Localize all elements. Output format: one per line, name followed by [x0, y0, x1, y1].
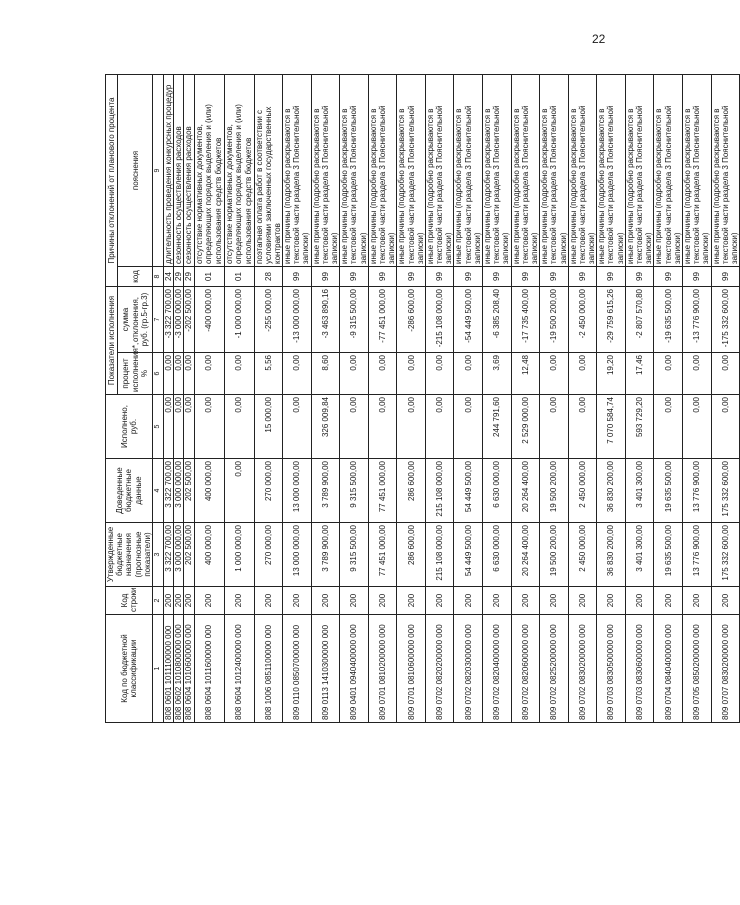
cell-approved: 3 000 000,00 — [174, 523, 184, 587]
cell-reason-code: 28 — [254, 267, 283, 287]
cell-allocated: 3 401 300,00 — [625, 459, 654, 523]
cell-deviation: -3 000 000,00 — [174, 287, 184, 353]
cell-approved: 2 450 000,00 — [568, 523, 597, 587]
cell-percent: 5,56 — [254, 353, 283, 395]
cell-deviation: -255 000,00 — [254, 287, 283, 353]
column-index-cell: 7 — [152, 287, 163, 353]
cell-deviation: -2 807 570,80 — [625, 287, 654, 353]
cell-line-code: 200 — [340, 587, 369, 615]
column-index-cell: 6 — [152, 353, 163, 395]
cell-reason-code: 99 — [654, 267, 683, 287]
cell-line-code: 200 — [254, 587, 283, 615]
cell-budget-code: 809 0702 0820400000 000 — [483, 615, 512, 723]
cell-reason-code: 29 — [184, 267, 194, 287]
cell-line-code: 200 — [540, 587, 569, 615]
cell-allocated: 13 000 000,00 — [283, 459, 312, 523]
cell-allocated: 286 600,00 — [397, 459, 426, 523]
cell-percent: 0,00 — [654, 353, 683, 395]
table-row — [711, 75, 740, 723]
cell-executed: 0,00 — [425, 395, 454, 459]
cell-approved: 1 000 000,00 — [224, 523, 254, 587]
cell-percent: 0,00 — [163, 353, 173, 395]
cell-percent: 0,00 — [425, 353, 454, 395]
cell-approved: 19 635 500,00 — [654, 523, 683, 587]
cell-executed: 0,00 — [682, 395, 711, 459]
header-deviation: сумма отклонения, руб. (гр.5-гр.3) — [118, 287, 153, 353]
cell-explanation: иные причины (подробно раскрываются в текстовой части раздела 3 Пояснительной записки) — [340, 75, 369, 267]
cell-approved: 20 264 400,00 — [511, 523, 540, 587]
cell-explanation: иные причины (подробно раскрываются в текстовой части раздела 3 Пояснительной записки) — [654, 75, 683, 267]
budget-execution-table — [105, 74, 740, 723]
header-line-code: Код строки — [106, 587, 153, 615]
cell-executed: 0,00 — [454, 395, 483, 459]
cell-explanation: иные причины (подробно раскрываются в текстовой части раздела 3 Пояснительной записки) — [625, 75, 654, 267]
table-row — [254, 75, 283, 723]
cell-executed: 0,00 — [568, 395, 597, 459]
cell-explanation: иные причины (подробно раскрываются в текстовой части раздела 3 Пояснительной записки) — [597, 75, 626, 267]
cell-explanation: иные причины (подробно раскрываются в текстовой части раздела 3 Пояснительной записки) — [711, 75, 740, 267]
cell-reason-code: 99 — [568, 267, 597, 287]
cell-allocated: 36 830 200,00 — [597, 459, 626, 523]
cell-reason-code: 99 — [540, 267, 569, 287]
cell-allocated: 0,00 — [224, 459, 254, 523]
cell-executed: 0,00 — [654, 395, 683, 459]
table-row — [425, 75, 454, 723]
cell-explanation: иные причины (подробно раскрываются в текстовой части раздела 3 Пояснительной записки) — [511, 75, 540, 267]
cell-line-code: 200 — [568, 587, 597, 615]
cell-percent: 0,00 — [454, 353, 483, 395]
table-row — [397, 75, 426, 723]
column-index-cell: 8 — [152, 267, 163, 287]
cell-percent: 0,00 — [568, 353, 597, 395]
cell-percent: 0,00 — [397, 353, 426, 395]
cell-approved: 202 500,00 — [184, 523, 194, 587]
cell-budget-code: 809 0707 0830200000 000 — [711, 615, 740, 723]
cell-approved: 3 789 900,00 — [311, 523, 340, 587]
cell-budget-code: 809 0701 0810600000 000 — [397, 615, 426, 723]
cell-approved: 175 332 600,00 — [711, 523, 740, 587]
cell-approved: 77 451 000,00 — [368, 523, 397, 587]
cell-executed: 0,00 — [224, 395, 254, 459]
cell-deviation: -3 322 700,00 — [163, 287, 173, 353]
header-approved: Утвержденные бюджетные назначения (прогнозные показатели) — [106, 523, 153, 587]
cell-approved: 19 500 200,00 — [540, 523, 569, 587]
cell-deviation: -215 108 000,00 — [425, 287, 454, 353]
cell-reason-code: 99 — [283, 267, 312, 287]
cell-explanation: иные причины (подробно раскрываются в текстовой части раздела 3 Пояснительной записки) — [540, 75, 569, 267]
table-row — [368, 75, 397, 723]
cell-budget-code: 808 1006 0851100000 000 — [254, 615, 283, 723]
cell-line-code: 200 — [184, 587, 194, 615]
cell-allocated: 202 500,00 — [184, 459, 194, 523]
cell-deviation: -6 385 208,40 — [483, 287, 512, 353]
cell-explanation: иные причины (подробно раскрываются в текстовой части раздела 3 Пояснительной записки) — [311, 75, 340, 267]
cell-budget-code: 808 0604 1010600000 000 — [184, 615, 194, 723]
table-row — [184, 75, 194, 723]
cell-deviation: -202 500,00 — [184, 287, 194, 353]
cell-explanation: поэтапная оплата работ в соответствии с условиями заключенных государственных контрактов — [254, 75, 283, 267]
cell-allocated: 54 449 500,00 — [454, 459, 483, 523]
cell-budget-code: 809 0703 0830600000 000 — [625, 615, 654, 723]
cell-percent: 17,46 — [625, 353, 654, 395]
cell-deviation: -1 000 000,00 — [224, 287, 254, 353]
cell-budget-code: 809 0702 0825200000 000 — [540, 615, 569, 723]
cell-line-code: 200 — [454, 587, 483, 615]
table-row — [163, 75, 173, 723]
cell-executed: 593 729,20 — [625, 395, 654, 459]
cell-allocated: 3 789 900,00 — [311, 459, 340, 523]
table-row — [540, 75, 569, 723]
cell-line-code: 200 — [425, 587, 454, 615]
cell-deviation: -3 463 890,16 — [311, 287, 340, 353]
cell-budget-code: 809 0704 0840400000 000 — [654, 615, 683, 723]
column-index-row — [152, 75, 163, 723]
cell-budget-code: 809 0702 0830200000 000 — [568, 615, 597, 723]
cell-line-code: 200 — [711, 587, 740, 615]
cell-deviation: -13 000 000,00 — [283, 287, 312, 353]
cell-deviation: -9 315 500,00 — [340, 287, 369, 353]
cell-reason-code: 99 — [625, 267, 654, 287]
cell-line-code: 200 — [311, 587, 340, 615]
cell-percent: 0,00 — [368, 353, 397, 395]
cell-deviation: -400 000,00 — [194, 287, 224, 353]
cell-budget-code: 809 0702 0820300000 000 — [454, 615, 483, 723]
cell-line-code: 200 — [625, 587, 654, 615]
page-number: 22 — [592, 32, 606, 46]
cell-reason-code: 99 — [711, 267, 740, 287]
cell-deviation: -19 635 500,00 — [654, 287, 683, 353]
cell-deviation: -54 449 500,00 — [454, 287, 483, 353]
table-row — [654, 75, 683, 723]
cell-allocated: 77 451 000,00 — [368, 459, 397, 523]
cell-approved: 6 630 000,00 — [483, 523, 512, 587]
cell-deviation: -29 759 615,26 — [597, 287, 626, 353]
table-row — [283, 75, 312, 723]
cell-budget-code: 809 0113 1410300000 000 — [311, 615, 340, 723]
header-explanation: пояснения — [118, 75, 153, 267]
cell-explanation: длительность проведения конкурсных процедур — [163, 75, 173, 267]
cell-reason-code: 99 — [425, 267, 454, 287]
cell-percent: 0,00 — [540, 353, 569, 395]
cell-executed: 0,00 — [368, 395, 397, 459]
header-budget-code: Код по бюджетной классификации — [106, 615, 153, 723]
table-row — [340, 75, 369, 723]
cell-line-code: 200 — [163, 587, 173, 615]
cell-allocated: 3 322 700,00 — [163, 459, 173, 523]
cell-allocated: 19 635 500,00 — [654, 459, 683, 523]
table-row — [194, 75, 224, 723]
cell-allocated: 9 315 500,00 — [340, 459, 369, 523]
table-row — [224, 75, 254, 723]
cell-budget-code: 808 0602 1010800000 000 — [174, 615, 184, 723]
cell-budget-code: 809 0702 0820200000 000 — [425, 615, 454, 723]
cell-deviation: -19 500 200,00 — [540, 287, 569, 353]
table-row — [311, 75, 340, 723]
table-row — [483, 75, 512, 723]
table-row — [174, 75, 184, 723]
cell-line-code: 200 — [483, 587, 512, 615]
cell-approved: 270 000,00 — [254, 523, 283, 587]
cell-percent: 0,00 — [224, 353, 254, 395]
cell-reason-code: 99 — [368, 267, 397, 287]
cell-approved: 3 401 300,00 — [625, 523, 654, 587]
cell-approved: 400 000,00 — [194, 523, 224, 587]
header-reason-code: код — [118, 267, 153, 287]
table-row — [511, 75, 540, 723]
cell-line-code: 200 — [397, 587, 426, 615]
cell-deviation: -175 332 600,00 — [711, 287, 740, 353]
table-row — [597, 75, 626, 723]
cell-budget-code: 809 0702 0820600000 000 — [511, 615, 540, 723]
cell-executed: 0,00 — [397, 395, 426, 459]
rotated-report-sheet — [105, 75, 739, 723]
cell-line-code: 200 — [224, 587, 254, 615]
cell-executed: 0,00 — [184, 395, 194, 459]
cell-explanation: иные причины (подробно раскрываются в текстовой части раздела 3 Пояснительной записки) — [483, 75, 512, 267]
cell-percent: 12,48 — [511, 353, 540, 395]
cell-reason-code: 99 — [340, 267, 369, 287]
cell-approved: 3 322 700,00 — [163, 523, 173, 587]
cell-allocated: 13 776 900,00 — [682, 459, 711, 523]
cell-explanation: иные причины (подробно раскрываются в текстовой части раздела 3 Пояснительной записки) — [454, 75, 483, 267]
cell-approved: 54 449 500,00 — [454, 523, 483, 587]
cell-percent: 19,20 — [597, 353, 626, 395]
cell-reason-code: 99 — [483, 267, 512, 287]
cell-executed: 244 791,60 — [483, 395, 512, 459]
cell-explanation: иные причины (подробно раскрываются в текстовой части раздела 3 Пояснительной записки) — [682, 75, 711, 267]
cell-line-code: 200 — [174, 587, 184, 615]
cell-allocated: 400 000,00 — [194, 459, 224, 523]
table-header — [106, 75, 164, 723]
cell-allocated: 175 332 600,00 — [711, 459, 740, 523]
cell-reason-code: 99 — [682, 267, 711, 287]
cell-reason-code: 29 — [174, 267, 184, 287]
table-row — [454, 75, 483, 723]
cell-explanation: иные причины (подробно раскрываются в текстовой части раздела 3 Пояснительной записки) — [425, 75, 454, 267]
cell-budget-code: 808 0604 1011600000 000 — [194, 615, 224, 723]
cell-explanation: сезонность осуществления расходов — [184, 75, 194, 267]
header-allocated: Доведенные бюджетные данные — [106, 459, 153, 523]
cell-deviation: -2 450 000,00 — [568, 287, 597, 353]
cell-percent: 0,00 — [711, 353, 740, 395]
cell-allocated: 19 500 200,00 — [540, 459, 569, 523]
cell-approved: 13 776 900,00 — [682, 523, 711, 587]
header-percent: процент исполнения*, % — [118, 353, 153, 395]
cell-approved: 36 830 200,00 — [597, 523, 626, 587]
cell-percent: 0,00 — [340, 353, 369, 395]
table-body — [163, 75, 739, 723]
cell-approved: 286 600,00 — [397, 523, 426, 587]
cell-explanation: сезонность осуществления расходов — [174, 75, 184, 267]
cell-approved: 13 000 000,00 — [283, 523, 312, 587]
cell-deviation: -77 451 000,00 — [368, 287, 397, 353]
column-index-cell: 2 — [152, 587, 163, 615]
column-index-cell: 4 — [152, 459, 163, 523]
cell-deviation: -13 776 900,00 — [682, 287, 711, 353]
cell-line-code: 200 — [283, 587, 312, 615]
cell-executed: 0,00 — [174, 395, 184, 459]
column-index-cell: 9 — [152, 75, 163, 267]
cell-percent: 3,69 — [483, 353, 512, 395]
table-row — [625, 75, 654, 723]
cell-explanation: отсутствие нормативных документов, определяющих порядок выделения и (или) использования средств бюджетов — [194, 75, 224, 267]
column-index-cell: 1 — [152, 615, 163, 723]
cell-reason-code: 01 — [194, 267, 224, 287]
cell-percent: 8,60 — [311, 353, 340, 395]
cell-line-code: 200 — [597, 587, 626, 615]
cell-executed: 7 070 584,74 — [597, 395, 626, 459]
cell-reason-code: 01 — [224, 267, 254, 287]
cell-budget-code: 809 0401 0940400000 000 — [340, 615, 369, 723]
cell-allocated: 270 000,00 — [254, 459, 283, 523]
cell-percent: 0,00 — [174, 353, 184, 395]
cell-deviation: -17 735 400,00 — [511, 287, 540, 353]
cell-executed: 0,00 — [283, 395, 312, 459]
cell-reason-code: 99 — [311, 267, 340, 287]
cell-reason-code: 99 — [454, 267, 483, 287]
cell-budget-code: 808 0604 1012400000 000 — [224, 615, 254, 723]
cell-budget-code: 809 0110 0850700000 000 — [283, 615, 312, 723]
header-group-execution: Показатели исполнения — [106, 287, 118, 395]
cell-line-code: 200 — [368, 587, 397, 615]
cell-line-code: 200 — [194, 587, 224, 615]
cell-reason-code: 99 — [597, 267, 626, 287]
cell-explanation: иные причины (подробно раскрываются в текстовой части раздела 3 Пояснительной записки) — [368, 75, 397, 267]
cell-deviation: -286 600,00 — [397, 287, 426, 353]
cell-reason-code: 24 — [163, 267, 173, 287]
cell-executed: 0,00 — [194, 395, 224, 459]
cell-budget-code: 809 0701 0810200000 000 — [368, 615, 397, 723]
cell-budget-code: 808 0601 1011100000 000 — [163, 615, 173, 723]
cell-percent: 0,00 — [283, 353, 312, 395]
cell-explanation: иные причины (подробно раскрываются в текстовой части раздела 3 Пояснительной записки) — [568, 75, 597, 267]
cell-executed: 326 009,84 — [311, 395, 340, 459]
cell-explanation: отсутствие нормативных документов, определяющих порядок выделения и (или) использования средств бюджетов — [224, 75, 254, 267]
cell-percent: 0,00 — [184, 353, 194, 395]
cell-reason-code: 99 — [397, 267, 426, 287]
cell-percent: 0,00 — [682, 353, 711, 395]
cell-allocated: 20 264 400,00 — [511, 459, 540, 523]
cell-explanation: иные причины (подробно раскрываются в текстовой части раздела 3 Пояснительной записки) — [397, 75, 426, 267]
table-row — [568, 75, 597, 723]
cell-line-code: 200 — [511, 587, 540, 615]
cell-executed: 0,00 — [711, 395, 740, 459]
cell-allocated: 215 108 000,00 — [425, 459, 454, 523]
cell-percent: 0,00 — [194, 353, 224, 395]
cell-executed: 0,00 — [163, 395, 173, 459]
cell-executed: 2 529 000,00 — [511, 395, 540, 459]
cell-budget-code: 809 0703 0830500000 000 — [597, 615, 626, 723]
cell-reason-code: 99 — [511, 267, 540, 287]
cell-allocated: 3 000 000,00 — [174, 459, 184, 523]
cell-executed: 0,00 — [540, 395, 569, 459]
cell-line-code: 200 — [654, 587, 683, 615]
table-row — [682, 75, 711, 723]
header-executed: Исполнено, руб. — [106, 395, 153, 459]
cell-approved: 9 315 500,00 — [340, 523, 369, 587]
cell-approved: 215 108 000,00 — [425, 523, 454, 587]
cell-executed: 0,00 — [340, 395, 369, 459]
cell-allocated: 6 630 000,00 — [483, 459, 512, 523]
column-index-cell: 5 — [152, 395, 163, 459]
column-index-cell: 3 — [152, 523, 163, 587]
cell-budget-code: 809 0705 0850200000 000 — [682, 615, 711, 723]
cell-explanation: иные причины (подробно раскрываются в текстовой части раздела 3 Пояснительной записки) — [283, 75, 312, 267]
cell-allocated: 2 450 000,00 — [568, 459, 597, 523]
header-group-reasons: Причины отклонений от планового процента — [106, 75, 118, 287]
cell-line-code: 200 — [682, 587, 711, 615]
cell-executed: 15 000,00 — [254, 395, 283, 459]
